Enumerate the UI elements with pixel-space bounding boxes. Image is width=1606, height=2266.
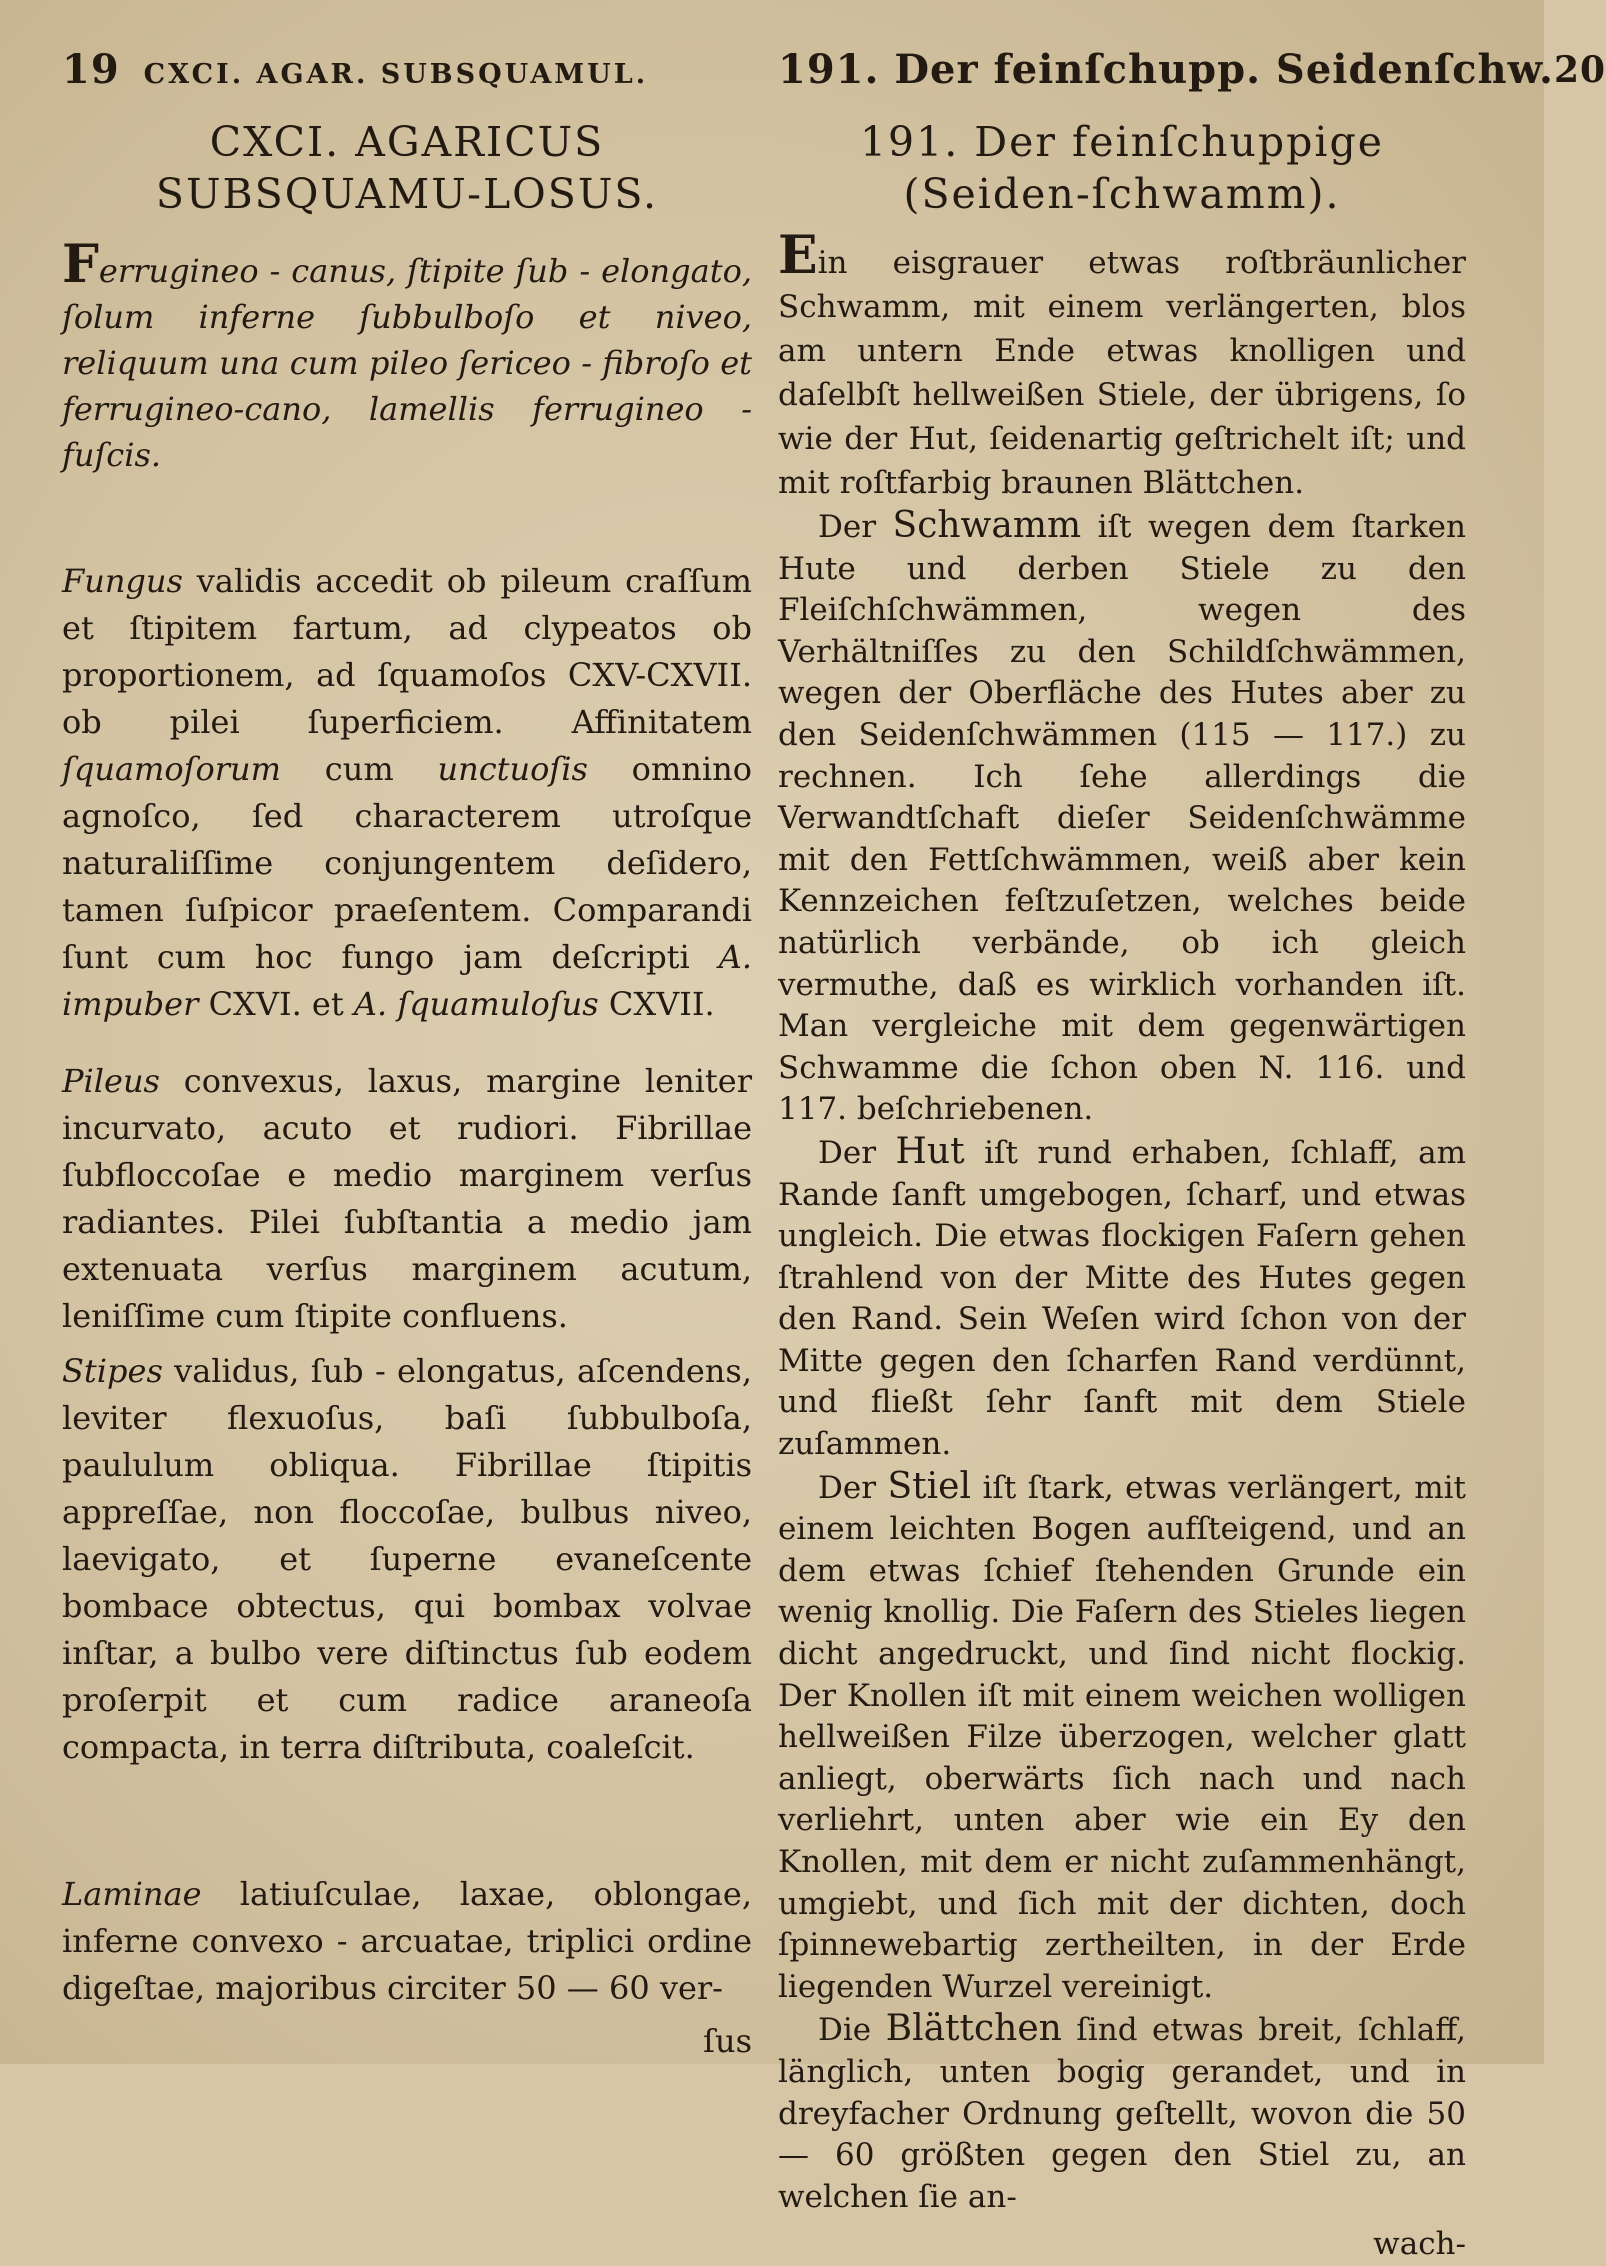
schwamm-lead: Schwamm xyxy=(892,505,1082,546)
stiel-paragraph xyxy=(778,1466,1466,2009)
stiel-pre: Der xyxy=(818,1469,888,1506)
stiel-text: iſt ſtark, etwas verlängert, mit einem leichten Bogen aufſteigend, und an dem etwas ſchief ſtehenden Grunde ein wenig knollig. Die Faſern des Stieles liegen dicht angedruckt, und ſind nicht flockig. Der Knollen iſt mit einem weichen wolligen hellweißen Filze überzogen, welcher glatt anliegt, oberwärts ſich nach und nach verliehrt, unten aber wie ein Ey den Knollen, mit dem er nicht zuſammenhängt, umgiebt, und ſich mit der dichten, doch ſpinnewebartig zertheilten, in der Erde liegenden Wurzel vereinigt. xyxy=(778,1469,1467,2005)
german-initial: E xyxy=(778,225,818,286)
diagnosis-text: errugineo - canus, ſtipite ſub - elongato, ſolum inferne ſubbulboſo et niveo, reliquum una cum pileo ſericeo - fibroſo et ferrugineo-cano, lamellis ferrugineo - fuſcis. xyxy=(62,252,752,474)
schwamm-paragraph xyxy=(778,505,1466,1131)
fungus-italic-4: A. ſquamuloſus xyxy=(353,985,599,1023)
running-head-left xyxy=(62,40,752,100)
page-number-left: 19 xyxy=(62,46,120,93)
schwamm-pre: Der xyxy=(818,509,893,545)
fungus-lead: Fungus xyxy=(62,562,183,600)
fungus-text-4: CXVI. et xyxy=(198,985,354,1023)
blaettchen-lead: Blättchen xyxy=(885,2008,1062,2050)
fungus-text-5: CXVII. xyxy=(598,985,715,1023)
fungus-text-2: cum xyxy=(280,750,438,788)
pileus-text: convexus, laxus, margine leniter incurvato, acuto et rudiori. Fibrillae ſubfloccoſae e medio marginem verſus radiantes. Pilei ſubſtantia a medio jam extenuata verſus marginem acutum, leniſſime cum ſtipite confluens. xyxy=(62,1062,752,1335)
running-head-left-text: CXCI. AGAR. SUBSQUAMUL. xyxy=(143,59,649,90)
fungus-text-3: omnino agnoſco, ſed characterem utroſque naturaliſſime conjungentem deſidero, tamen ſuſpicor praeſentem. Comparandi ſunt cum hoc fungo jam deſcripti xyxy=(62,750,752,976)
blaettchen-paragraph xyxy=(778,2008,1466,2218)
german-diagnosis-text: in eisgrauer etwas roſtbräunlicher Schwamm, mit einem verlängerten, blos am untern Ende etwas knolligen und daſelbſt hellweißen Stiele, der übrigens, ſo wie der Hut, ſeidenartig geſtrichelt iſt; und mit roſtfarbig braunen Blättchen. xyxy=(778,245,1466,501)
fungus-italic-2: unctuoſis xyxy=(437,750,588,788)
german-diagnosis xyxy=(778,225,1466,505)
laminae-lead: Laminae xyxy=(62,1875,202,1913)
stipes-paragraph xyxy=(62,1348,752,1771)
right-page xyxy=(778,40,1606,2266)
latin-diagnosis xyxy=(62,234,752,478)
blaettchen-text: ſind etwas breit, ſchlaff, länglich, unten bogig gerandet, und in dreyfacher Ordnung geſtellt, wovon die 50 — 60 größten gegen den Stiel zu, an welchen ſie an- xyxy=(778,2012,1466,2215)
stipes-text: validus, ſub - elongatus, aſcendens, leviter flexuoſus, baſi ſubbulboſa, paululum obliqua. Fibrillae ſtipitis appreſſae, non floccoſae, bulbus niveo, laevigato, et ſuperne evaneſcente bombace obtectus, qui bombax volvae inſtar, a bulbo vere diſtinctus ſub eodem proſerpit et cum radice araneoſa compacta, in terra diſtributa, coaleſcit. xyxy=(62,1352,752,1766)
hut-text: iſt rund erhaben, ſchlaff, am Rande ſanft umgebogen, ſcharf, und etwas ungleich. Die etwas flockigen Faſern gehen ſtrahlend von der Mitte des Hutes gegen den Rand. Sein Weſen wird ſchon von der Mitte gegen den ſcharfen Rand verdünnt, und fließt ſehr ſanft mit dem Stiele zuſammen. xyxy=(778,1134,1466,1463)
laminae-text: latiuſculae, laxae, oblongae, inferne convexo - arcuatae, triplici ordine digeſtae, majoribus circiter 50 — 60 ver- xyxy=(62,1875,752,2007)
fungus-paragraph xyxy=(62,558,752,1028)
stiel-lead: Stiel xyxy=(887,1465,971,1507)
hut-pre: Der xyxy=(818,1134,896,1171)
left-page xyxy=(62,40,752,2065)
catchword-right: wach- xyxy=(1373,2226,1466,2263)
hut-paragraph xyxy=(778,1131,1466,1466)
fungus-italic-3: A. impuber xyxy=(62,938,752,1023)
running-head-right xyxy=(778,40,1606,100)
page-number-right: 20 xyxy=(1553,49,1606,91)
fungus-italic-1: ſquamoſorum xyxy=(62,750,281,788)
hut-lead: Hut xyxy=(895,1130,965,1172)
pileus-paragraph xyxy=(62,1058,752,1340)
pileus-lead: Pileus xyxy=(62,1062,160,1100)
blaettchen-pre: Die xyxy=(818,2012,886,2049)
catchword-left: ſus xyxy=(703,2022,752,2060)
stipes-lead: Stipes xyxy=(62,1352,163,1390)
running-head-right-text: 191. Der feinſchupp. Seidenſchw. xyxy=(778,46,1554,93)
schwamm-text: iſt wegen dem ſtarken Hute und derben Stiele zu den Fleiſchſchwämmen, wegen des Verhältniſſes zu den Schildſchwämmen, wegen der Oberfläche des Hutes aber zu den Seidenſchwämmen (115 — 117.) zu rechnen. Ich ſehe allerdings die Verwandtſchaft dieſer Seidenſchwämme mit den Fettſchwämmen, weiß aber kein Kennzeichen feſtzuſetzen, welches beide natürlich verbände, ob ich gleich vermuthe, daß es wirklich vorhanden iſt. Man vergleiche mit dem gegenwärtigen Schwamme die ſchon oben N. 116. und 117. beſchriebenen. xyxy=(778,509,1466,1128)
latin-title: CXCI. AGARICUS SUBSQUAMU-LOSUS. xyxy=(155,118,659,218)
diagnosis-initial: F xyxy=(62,234,99,295)
german-title: 191. Der feinſchuppige (Seiden-ſchwamm). xyxy=(859,118,1385,218)
laminae-paragraph xyxy=(62,1871,752,2012)
fungus-text-1: validis accedit ob pileum craſſum et ſtipitem fartum, ad clypeatos ob proportionem, ad ſquamoſos CXV-CXVII. ob pilei ſuperficiem. Affinitatem xyxy=(62,562,752,741)
